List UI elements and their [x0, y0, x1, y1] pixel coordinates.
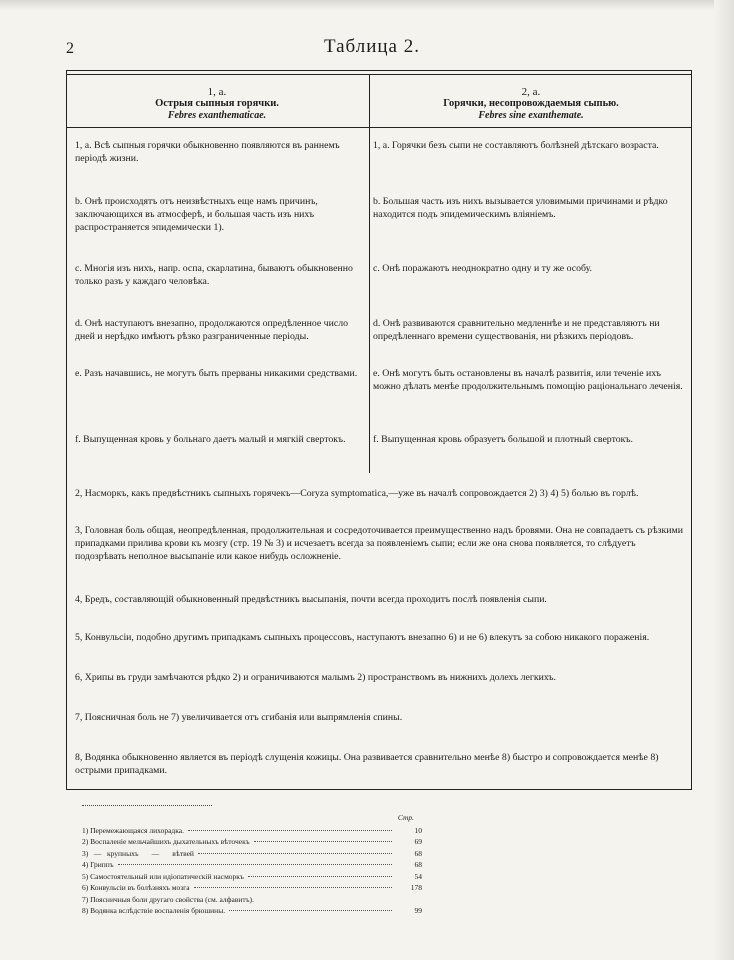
leader-dots: [118, 864, 392, 865]
page-number: 2: [66, 40, 74, 57]
row-3-left: c. Многія изъ нихъ, напр. оспа, скарлатина, бываютъ обыкновенно только разъ у каждаго человѣка.: [75, 263, 353, 287]
scan-edge-right: [714, 0, 734, 960]
table-header: [67, 74, 691, 128]
footnote-text: 2) Воспаленіе мельчайшихъ дыхательныхъ вѣточекъ: [82, 837, 250, 846]
header-right-latin: Febres sine exanthemate.: [478, 110, 584, 121]
scan-edge: [0, 0, 734, 10]
table-frame: [66, 70, 692, 790]
leader-dots: [254, 841, 392, 842]
footnote-text: 6) Конвульсіи въ болѣзняхъ мозга: [82, 883, 190, 892]
footnote-text: 5) Самостоятельный или идіопатическій насморкъ: [82, 871, 244, 881]
paragraph-7: 7, Поясничная боль не 7) увеличивается отъ сгибанія или выпрямленія спины.: [75, 712, 403, 723]
paragraph-5: 5, Конвульсіи, подобно другимъ припадкамъ сыпныхъ процессовъ, наступаютъ внезапно 6) и не 6) влекутъ за собою никакого пораженія.: [75, 632, 650, 643]
row-2-left: b. Онѣ происходятъ отъ неизвѣстныхъ еще намъ причинъ, заключающихся въ атмосферѣ, и большая часть изъ нихъ распространяется эпидемически 1).: [75, 196, 318, 233]
footnote-text: 4) Гриппъ: [82, 860, 114, 869]
leader-dots: [194, 887, 392, 888]
row-6-left: f. Выпущенная кровь у больнаго даетъ малый и мягкій свертокъ.: [75, 434, 346, 445]
leader-dots: [229, 910, 392, 911]
row-1-left: 1, a. Всѣ сыпныя горячки обыкновенно появляются въ раннемъ періодѣ жизни.: [75, 140, 340, 164]
leader-dots: [188, 830, 392, 831]
row-4-left: d. Онѣ наступаютъ внезапно, продолжаются опредѣленное число дней и нерѣдко имѣютъ рѣзко разграниченные періоды.: [75, 318, 348, 342]
header-right-number: 2, a.: [521, 86, 541, 98]
row-2-right: b. Большая часть изъ нихъ вызывается уловимыми причинами и рѣдко находится подъ эпидемическимъ вліяніемъ.: [373, 196, 668, 220]
header-right: [370, 86, 692, 122]
footnote-page: 10: [414, 825, 422, 835]
row-3-right: c. Онѣ поражаютъ неоднократно одну и ту же особу.: [373, 263, 592, 274]
footnote-heading: Стр.: [397, 813, 414, 822]
paragraph-3: 3, Головная боль общая, неопредѣленная, продолжительная и сосредоточивается преимущественно надъ бровями. Она не совпадаетъ съ рѣзкими припадками прилива крови къ мозгу (стр. 19 № 3) и исчезаетъ всегда за появленіемъ сыпи; если же она снова появляется, то слѣдуетъ подозрѣвать неполное высыпаніе или какое нибудь осложненіе.: [75, 525, 683, 562]
footnote-rule: [82, 805, 212, 806]
row-4-right: d. Онѣ развиваются сравнительно медленнѣе и не представляютъ ни опредѣленнаго времени существованія, ни рѣзкихъ періодовъ.: [373, 318, 660, 342]
header-left-latin: Febres exanthematicae.: [167, 110, 267, 121]
footnote-page: 69: [414, 837, 422, 846]
paragraph-4: 4, Бредъ, составляющій обыкновенный предвѣстникъ высыпанія, почти всегда проходитъ послѣ появленія сыпи.: [75, 594, 547, 605]
footnote-item: [82, 848, 422, 860]
footnote-item: [82, 871, 422, 883]
row-6-right: f. Выпущенная кровь образуетъ большой и плотный свертокъ.: [373, 434, 633, 445]
row-5-right: e. Онѣ могутъ быть остановлены въ началѣ развитія, или теченіе ихъ можно дѣлать менѣе продолжительнымъ помощію раціональнаго леченія.: [373, 368, 683, 392]
footnotes: [82, 805, 422, 917]
row-5-left: e. Разъ начавшись, не могутъ быть прерваны никакими средствами.: [75, 368, 358, 379]
footnote-page: 54: [414, 871, 422, 881]
footnote-page: 68: [414, 860, 422, 869]
footnote-item: [82, 905, 422, 917]
page-title: Таблица 2.: [323, 36, 420, 57]
footnote-text: 7) Поясничныя боли другаго свойства (см. алфавитъ).: [82, 894, 254, 904]
header-left: [67, 86, 367, 122]
footnote-page: 68: [414, 848, 422, 858]
paragraph-8: 8, Водянка обыкновенно является въ періодѣ слущенія кожицы. Она развивается сравнительно менѣе 8) быстро и сопровождается менѣе 8) острыми припадками.: [75, 752, 659, 776]
column-divider: [369, 74, 370, 473]
footnote-text: 3) — крупныхъ — вѣтвей: [82, 848, 194, 858]
footnote-item: [82, 859, 422, 871]
header-right-title: Горячки, несопровождаемыя сыпью.: [443, 98, 619, 109]
footnote-item: [82, 882, 422, 894]
footnote-text: 8) Водянка вслѣдствіе воспаленія брюшины.: [82, 906, 226, 915]
row-1-right: 1, a. Горячки безъ сыпи не составляютъ болѣзней дѣтскаго возраста.: [373, 140, 659, 151]
leader-dots: [248, 876, 392, 877]
header-left-title: Острыя сыпныя горячки.: [155, 98, 279, 109]
footnote-page: 99: [414, 906, 422, 915]
header-left-number: 1, a.: [207, 86, 227, 98]
footnote-item: [82, 836, 422, 848]
footnote-item: [82, 825, 422, 837]
footnote-item: [82, 894, 422, 906]
leader-dots: [198, 853, 392, 854]
footnote-page: 178: [410, 883, 422, 892]
footnote-text: 1) Перемежающаяся лихорадка.: [82, 825, 184, 835]
paragraph-2: 2, Насморкъ, какъ предвѣстникъ сыпныхъ горячекъ—Coryza symptomatica,—уже въ началѣ сопровождается 2) 3) 4) 5) болью въ горлѣ.: [75, 488, 639, 499]
paragraph-6: 6, Хрипы въ груди замѣчаются рѣдко 2) и ограничиваются малымъ 2) пространствомъ въ нижнихъ долехъ легкихъ.: [75, 672, 556, 683]
